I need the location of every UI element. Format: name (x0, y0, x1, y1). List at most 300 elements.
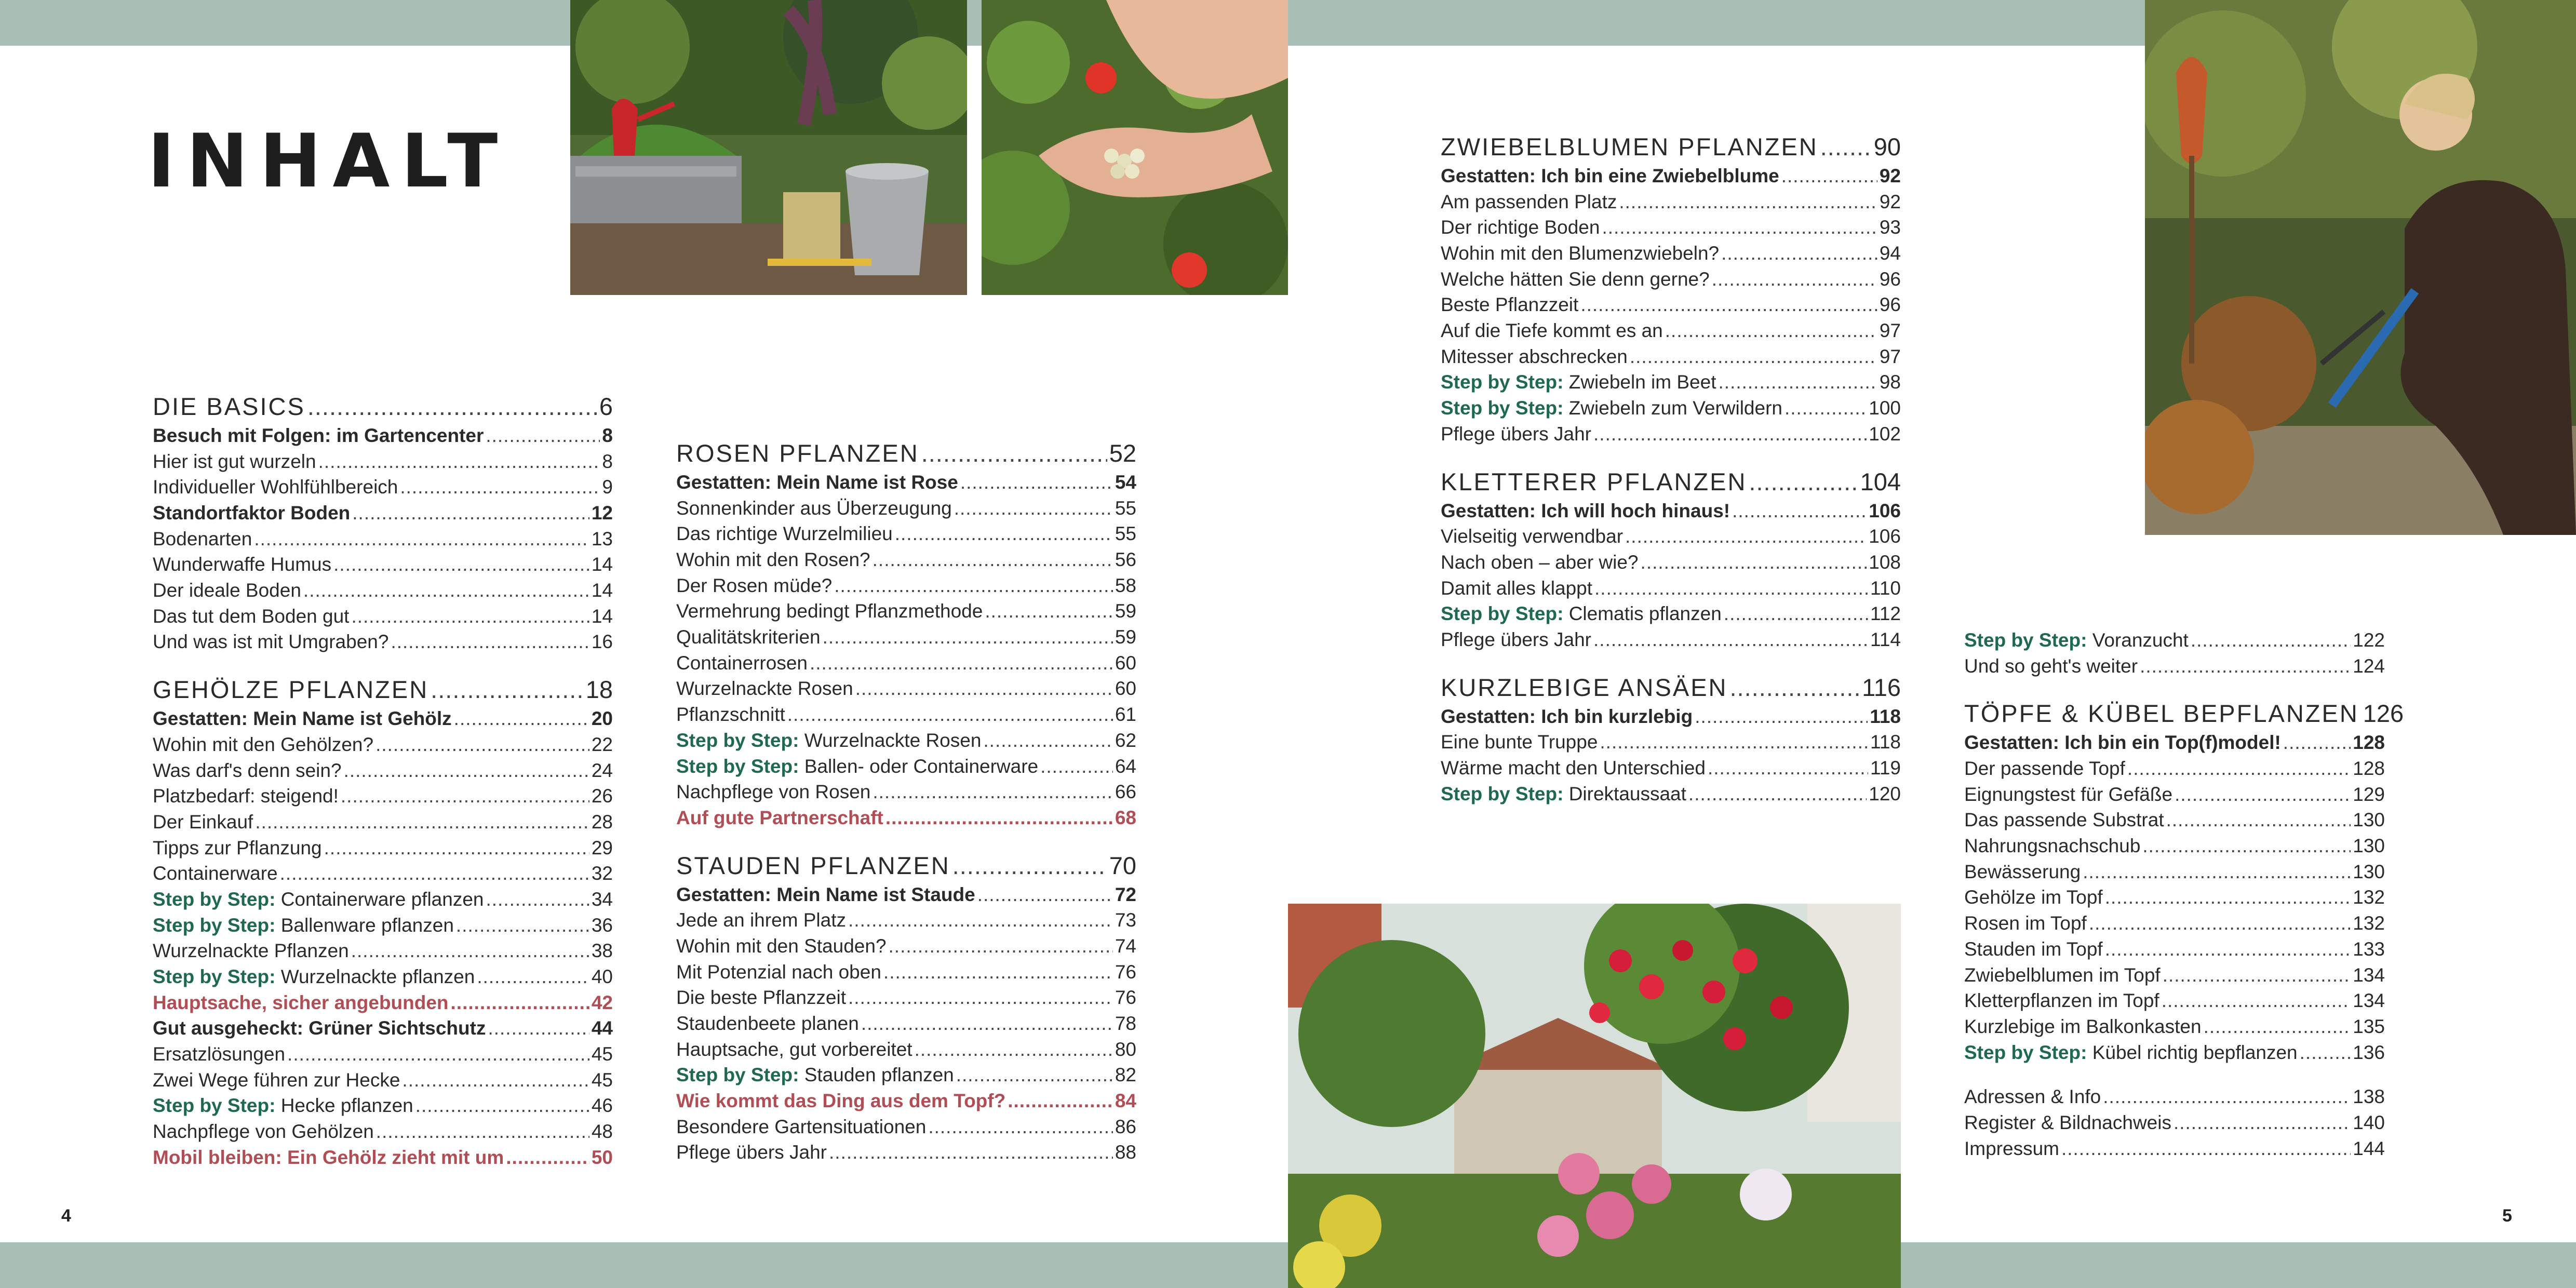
toc-page-number: 94 (1879, 243, 1901, 264)
toc-page-number: 97 (1879, 320, 1901, 342)
toc-page-number: 132 (2353, 913, 2385, 934)
toc-entry-title: Wurzelnackte Pflanzen (153, 940, 349, 962)
dot-leader (486, 423, 600, 449)
toc-entry-title: Gestatten: Ich will hoch hinaus! (1441, 500, 1730, 521)
toc-entry-title (1441, 601, 1722, 627)
toc-entry[interactable] (1964, 1014, 2385, 1040)
toc-entry[interactable] (1441, 549, 1901, 575)
dot-leader (834, 573, 1113, 599)
toc-entry-title: Pflege übers Jahr (676, 1142, 827, 1163)
toc-page-number: 12 (591, 502, 613, 524)
toc-entry[interactable] (676, 650, 1136, 676)
dot-leader (2089, 910, 2351, 936)
dot-leader (1641, 549, 1867, 575)
step-by-step-prefix: Step by Step: (1441, 397, 1564, 419)
toc-entry-title: Was darf's denn sein? (153, 759, 342, 781)
dot-leader (952, 850, 1107, 882)
toc-entry-title (153, 964, 475, 990)
step-by-step-prefix: Step by Step: (1964, 1041, 2087, 1063)
step-by-step-prefix: Step by Step: (676, 729, 799, 751)
toc-entry[interactable] (1441, 292, 1901, 318)
toc-entry-title: Wohin mit den Rosen? (676, 549, 870, 571)
toc-entry[interactable] (1964, 782, 2385, 808)
toc-entry-title: Die beste Pflanzzeit (676, 987, 847, 1009)
toc-entry[interactable] (676, 754, 1136, 780)
toc-entry[interactable] (1441, 163, 1901, 189)
toc-entry[interactable] (1441, 755, 1901, 781)
dot-leader (2105, 936, 2351, 962)
toc-page-number: 55 (1115, 523, 1136, 545)
toc-page-number: 26 (591, 785, 613, 807)
toc-entry-title: Welche hätten Sie denn gerne? (1441, 268, 1710, 290)
dot-leader (848, 907, 1113, 933)
dot-leader (2105, 884, 2351, 910)
toc-page-number: 60 (1115, 678, 1136, 700)
toc-entry[interactable] (1441, 524, 1901, 549)
toc-entry[interactable] (153, 474, 613, 500)
toc-section-heading[interactable] (153, 391, 613, 423)
toc-page-number: 118 (1870, 731, 1901, 753)
toc-entry[interactable] (676, 676, 1136, 702)
dot-leader (2166, 807, 2351, 833)
dot-leader (2127, 756, 2351, 782)
toc-entry[interactable] (676, 728, 1136, 754)
toc-entry[interactable] (153, 783, 613, 809)
dot-leader (506, 1145, 589, 1171)
dot-leader (451, 990, 589, 1016)
dot-leader (886, 805, 1113, 831)
toc-entry[interactable] (1441, 189, 1901, 215)
toc-entry[interactable] (153, 758, 613, 784)
dot-leader (2175, 782, 2351, 808)
dot-leader (1688, 781, 1867, 807)
toc-entry[interactable] (1964, 910, 2385, 936)
toc-entry[interactable] (1441, 266, 1901, 292)
toc-entry-title (676, 1062, 954, 1088)
toc-entry[interactable] (1441, 214, 1901, 240)
toc-entry-title: STAUDEN PFLANZEN (676, 851, 950, 879)
dot-leader (1593, 627, 1868, 653)
toc-entry-text: Hecke pflanzen (280, 1095, 413, 1117)
toc-entry[interactable] (153, 1119, 613, 1145)
dot-leader (2283, 730, 2351, 756)
toc-entry[interactable] (1441, 318, 1901, 344)
toc-entry[interactable] (676, 702, 1136, 728)
toc-entry[interactable] (153, 887, 613, 913)
step-by-step-prefix: Step by Step: (153, 1095, 276, 1117)
dot-leader (1708, 755, 1868, 781)
toc-entry[interactable] (1441, 575, 1901, 601)
toc-entry[interactable] (676, 959, 1136, 985)
toc-entry-title: KLETTERER PFLANZEN (1441, 467, 1747, 495)
toc-entry[interactable] (153, 861, 613, 887)
toc-entry-title: Wie kommt das Ding aus dem Topf? (676, 1090, 1006, 1112)
toc-entry-title: Mit Potenzial nach oben (676, 961, 881, 983)
toc-entry[interactable] (1964, 833, 2385, 859)
toc-entry[interactable] (1964, 730, 2385, 756)
toc-page-number: 45 (591, 1069, 613, 1091)
toc-section-heading[interactable] (153, 674, 613, 706)
dot-leader (977, 882, 1113, 908)
toc-page-number: 76 (1115, 987, 1136, 1009)
step-by-step-prefix: Step by Step: (153, 888, 276, 910)
dot-leader (787, 702, 1113, 728)
toc-entry[interactable] (153, 1067, 613, 1093)
toc-entry-title: Der Einkauf (153, 811, 253, 833)
toc-entry[interactable] (1964, 988, 2385, 1014)
toc-entry[interactable] (676, 985, 1136, 1011)
toc-entry-title: Gestatten: Ich bin ein Top(f)model! (1964, 732, 2281, 754)
toc-page-number: 134 (2353, 964, 2385, 986)
toc-section-heading[interactable] (1441, 672, 1901, 704)
dot-leader (1785, 395, 1867, 421)
toc-entry-title: Rosen im Topf (1964, 913, 2087, 934)
dot-leader (454, 706, 589, 732)
toc-page-number: 6 (599, 393, 613, 420)
toc-page-number: 78 (1115, 1013, 1136, 1035)
toc-entry-title: Zwiebelblumen im Topf (1964, 964, 2161, 986)
toc-entry[interactable] (153, 1015, 613, 1041)
dot-leader (1712, 266, 1877, 292)
toc-entry[interactable] (1441, 729, 1901, 755)
toc-section-heading[interactable] (1441, 131, 1901, 163)
toc-entry[interactable] (153, 1041, 613, 1067)
toc-entry-title: Adressen & Info (1964, 1086, 2101, 1108)
toc-entry-title: TÖPFE & KÜBEL BEPFLANZEN (1964, 700, 2359, 728)
toc-page-number: 92 (1879, 165, 1901, 186)
dot-leader (829, 1139, 1113, 1165)
toc-page-number: 92 (1879, 191, 1901, 212)
toc-entry-title (1441, 369, 1716, 395)
dot-leader (1665, 318, 1877, 344)
toc-entry-title: Hauptsache, sicher angebunden (153, 991, 449, 1013)
toc-page-number: 40 (591, 966, 613, 988)
toc-entry-title (1964, 627, 2189, 653)
toc-page-number: 60 (1115, 652, 1136, 674)
toc-entry[interactable] (1441, 781, 1901, 807)
toc-section-heading[interactable] (1964, 697, 2404, 730)
toc-page-number: 16 (591, 631, 613, 653)
page-number-right: 5 (2502, 1206, 2512, 1226)
toc-page-number: 116 (1862, 673, 1901, 701)
toc-entry[interactable] (1964, 627, 2385, 653)
toc-entry-title: Zwei Wege führen zur Hecke (153, 1069, 400, 1091)
toc-entry[interactable] (153, 500, 613, 526)
toc-page-number: 110 (1870, 577, 1901, 599)
toc-entry-title (676, 754, 1038, 780)
toc-entry[interactable] (1964, 962, 2385, 988)
toc-entry-title: Wohin mit den Gehölzen? (153, 733, 374, 755)
toc-page-number: 36 (591, 914, 613, 936)
toc-entry[interactable] (153, 526, 613, 552)
toc-page-number: 8 (602, 450, 613, 472)
dot-leader (2162, 988, 2351, 1014)
toc-page-number: 86 (1115, 1116, 1136, 1137)
step-by-step-prefix: Step by Step: (1964, 629, 2087, 651)
toc-entry[interactable] (1964, 885, 2385, 911)
dot-leader (351, 603, 589, 629)
toc-entry-title: Tipps zur Pflanzung (153, 837, 322, 858)
toc-entry[interactable] (153, 732, 613, 758)
dot-leader (486, 887, 589, 913)
toc-column-4 (1964, 627, 2404, 1161)
dot-leader (823, 624, 1113, 650)
dot-leader (477, 964, 589, 990)
dot-leader (488, 1015, 589, 1041)
toc-entry[interactable] (676, 1140, 1136, 1166)
toc-entry[interactable] (1441, 704, 1901, 730)
toc-page-number: 114 (1870, 628, 1901, 650)
dot-leader (855, 676, 1113, 702)
toc-entry-title: Impressum (1964, 1137, 2059, 1159)
toc-page-number: 130 (2353, 835, 2385, 857)
toc-page-number: 14 (591, 554, 613, 575)
toc-page-number: 64 (1115, 755, 1136, 777)
toc-entry-title: Nahrungsnachschub (1964, 835, 2141, 857)
toc-entry[interactable] (676, 547, 1136, 573)
page-number-left: 4 (61, 1206, 71, 1226)
dot-leader (1040, 754, 1113, 780)
toc-entry[interactable] (1441, 601, 1901, 627)
toc-entry[interactable] (676, 624, 1136, 650)
toc-entry[interactable] (153, 809, 613, 835)
toc-entry-title: Eignungstest für Gefäße (1964, 783, 2173, 805)
toc-entry-text: Voranzucht (2092, 629, 2189, 651)
toc-entry[interactable] (676, 1114, 1136, 1140)
toc-entry-title: Sonnenkinder aus Überzeugung (676, 497, 952, 519)
photo-flower-garden (1288, 904, 1901, 1288)
toc-entry-title: Mitesser abschrecken (1441, 345, 1628, 367)
toc-entry[interactable] (1964, 1110, 2385, 1136)
toc-entry-title: Bodenarten (153, 528, 252, 549)
toc-entry[interactable] (153, 835, 613, 861)
toc-section-heading[interactable] (1441, 466, 1901, 498)
dot-leader (1781, 163, 1877, 189)
toc-entry[interactable] (153, 990, 613, 1016)
toc-entry-title: Nach oben – aber wie? (1441, 551, 1639, 573)
dot-leader (402, 1067, 589, 1093)
toc-page-number: 73 (1115, 909, 1136, 931)
toc-page-number: 135 (2353, 1015, 2385, 1037)
toc-entry[interactable] (1964, 653, 2385, 679)
toc-section-heading[interactable] (676, 437, 1136, 469)
dot-leader (376, 1119, 589, 1145)
toc-entry[interactable] (676, 882, 1136, 908)
toc-entry-title: Das richtige Wurzelmilieu (676, 523, 893, 545)
toc-page-number: 56 (1115, 549, 1136, 571)
toc-page-number: 130 (2353, 861, 2385, 882)
dot-leader (1594, 575, 1868, 601)
toc-entry-title: Individueller Wohlfühlbereich (153, 476, 398, 498)
dot-leader (1732, 498, 1867, 524)
toc-entry-title: Pflege übers Jahr (1441, 423, 1592, 445)
dot-leader (956, 1062, 1113, 1088)
toc-entry-title: Pflanzschnitt (676, 704, 785, 726)
toc-entry-title: ZWIEBELBLUMEN PFLANZEN (1441, 133, 1818, 160)
toc-entry[interactable] (676, 779, 1136, 805)
toc-entry-text: Zwiebeln im Beet (1568, 371, 1716, 393)
dot-leader (2191, 627, 2351, 653)
toc-entry[interactable] (1441, 498, 1901, 524)
toc-page-number: 90 (1873, 133, 1901, 160)
toc-entry[interactable] (1964, 1040, 2385, 1066)
toc-page-number: 118 (1870, 705, 1901, 727)
toc-entry-title: Wurzelnackte Rosen (676, 678, 853, 700)
toc-column-3 (1441, 131, 1901, 807)
toc-page-number: 42 (591, 991, 613, 1013)
toc-page-number: 136 (2353, 1041, 2385, 1063)
dot-leader (883, 959, 1113, 985)
dot-leader (1600, 729, 1868, 755)
toc-entry[interactable] (1964, 1084, 2385, 1110)
toc-page-number: 104 (1860, 467, 1901, 495)
toc-entry-title (676, 728, 981, 754)
toc-entry[interactable] (153, 552, 613, 578)
toc-entry-title: Gestatten: Mein Name ist Rose (676, 471, 958, 493)
toc-entry[interactable] (676, 495, 1136, 521)
dot-leader (2142, 833, 2351, 859)
toc-entry[interactable] (676, 1088, 1136, 1114)
toc-entry-title: Ersatzlösungen (153, 1043, 286, 1065)
toc-entry[interactable] (676, 907, 1136, 933)
toc-page-number: 138 (2353, 1086, 2385, 1108)
dot-leader (1724, 601, 1868, 627)
toc-page-number: 34 (591, 888, 613, 910)
toc-entry-title: Register & Bildnachweis (1964, 1111, 2171, 1133)
toc-page-number: 144 (2353, 1137, 2385, 1159)
toc-entry-title: Das passende Substrat (1964, 809, 2164, 831)
toc-entry[interactable] (153, 578, 613, 603)
toc-page-number: 55 (1115, 497, 1136, 519)
toc-page-number: 80 (1115, 1038, 1136, 1060)
toc-entry-title (1441, 781, 1686, 807)
toc-entry[interactable] (676, 1011, 1136, 1037)
toc-page-number: 140 (2353, 1111, 2385, 1133)
toc-entry[interactable] (1441, 627, 1901, 653)
toc-entry-title: Gestatten: Mein Name ist Staude (676, 883, 975, 905)
dot-leader (873, 547, 1113, 573)
toc-entry[interactable] (676, 1062, 1136, 1088)
toc-page-number: 54 (1115, 471, 1136, 493)
dot-leader (280, 861, 589, 887)
toc-entry[interactable] (676, 933, 1136, 959)
toc-entry[interactable] (1964, 1136, 2385, 1162)
toc-entry-title: Stauden im Topf (1964, 938, 2103, 960)
dot-leader (895, 521, 1113, 547)
toc-entry[interactable] (1441, 344, 1901, 370)
step-by-step-prefix: Step by Step: (676, 1064, 799, 1086)
toc-entry-title: Wohin mit den Blumenzwiebeln? (1441, 243, 1720, 264)
toc-entry[interactable] (1441, 240, 1901, 266)
toc-entry[interactable] (676, 1037, 1136, 1063)
toc-entry-title: Der ideale Boden (153, 580, 301, 601)
toc-entry[interactable] (1441, 395, 1901, 421)
dot-leader (352, 500, 589, 526)
dot-leader (324, 835, 589, 861)
toc-entry-title: Nachpflege von Gehölzen (153, 1121, 374, 1143)
step-by-step-prefix: Step by Step: (676, 755, 799, 777)
toc-page-number: 46 (591, 1095, 613, 1117)
toc-entry-title: Gestatten: Ich bin kurzlebig (1441, 705, 1693, 727)
dot-leader (1619, 189, 1877, 215)
toc-entry-title: ROSEN PFLANZEN (676, 439, 919, 467)
page-title: INHALT (147, 118, 509, 204)
toc-page-number: 61 (1115, 704, 1136, 726)
toc-page-number: 93 (1879, 217, 1901, 238)
toc-page-number: 62 (1115, 729, 1136, 751)
toc-entry[interactable] (153, 603, 613, 629)
toc-page-number: 68 (1115, 807, 1136, 828)
dot-leader (344, 758, 589, 784)
step-by-step-prefix: Step by Step: (1441, 783, 1564, 804)
toc-entry[interactable] (676, 805, 1136, 831)
toc-entry-title: Wunderwaffe Humus (153, 554, 332, 575)
toc-entry-title: GEHÖLZE PFLANZEN (153, 676, 429, 704)
toc-section-heading[interactable] (676, 850, 1136, 882)
dot-leader (2174, 1110, 2351, 1136)
toc-page-number: 18 (585, 676, 613, 704)
toc-entry-title: Kletterpflanzen im Topf (1964, 990, 2159, 1012)
dot-leader (2204, 1014, 2351, 1040)
toc-page-number: 45 (591, 1043, 613, 1065)
dot-leader (1593, 421, 1867, 447)
toc-entry[interactable] (153, 1093, 613, 1119)
toc-entry[interactable] (1964, 807, 2385, 833)
toc-entry[interactable] (153, 423, 613, 449)
toc-entry[interactable] (153, 1145, 613, 1171)
dot-leader (2103, 1084, 2351, 1110)
toc-entry[interactable] (676, 469, 1136, 495)
toc-entry[interactable] (676, 573, 1136, 599)
toc-entry[interactable] (153, 706, 613, 732)
toc-entry[interactable] (1441, 370, 1901, 396)
toc-page-number: 102 (1869, 423, 1901, 445)
toc-page-number: 24 (591, 759, 613, 781)
toc-entry-text: Ballen- oder Containerware (804, 755, 1039, 777)
toc-entry[interactable] (153, 629, 613, 655)
toc-entry-title: Am passenden Platz (1441, 191, 1617, 212)
toc-entry[interactable] (1964, 859, 2385, 885)
toc-entry-text: Ballenware pflanzen (280, 914, 454, 936)
dot-leader (921, 437, 1107, 469)
toc-entry[interactable] (676, 521, 1136, 547)
dot-leader (2140, 653, 2351, 679)
toc-entry-text: Direktaussaat (1568, 783, 1686, 804)
toc-page-number: 50 (591, 1146, 613, 1168)
toc-page-number: 126 (2363, 700, 2404, 728)
dot-leader (954, 495, 1113, 521)
toc-page-number: 20 (591, 708, 613, 730)
toc-entry[interactable] (153, 913, 613, 938)
toc-entry[interactable] (676, 598, 1136, 624)
toc-entry-title (1441, 395, 1782, 421)
toc-entry[interactable] (153, 449, 613, 475)
toc-page-number: 96 (1879, 294, 1901, 316)
toc-entry[interactable] (1964, 756, 2385, 782)
toc-entry[interactable] (1441, 421, 1901, 447)
toc-page-number: 133 (2353, 938, 2385, 960)
dot-leader (1820, 131, 1872, 163)
toc-entry[interactable] (1964, 936, 2385, 962)
toc-entry[interactable] (153, 964, 613, 990)
toc-page-number: 112 (1870, 603, 1901, 625)
toc-entry-title: Kurzlebige im Balkonkasten (1964, 1015, 2202, 1037)
toc-entry[interactable] (153, 938, 613, 964)
toc-entry-title: Containerrosen (676, 652, 808, 674)
toc-entry-title: Hauptsache, gut vorbereitet (676, 1038, 913, 1060)
dot-leader (303, 578, 589, 603)
toc-page-number: 97 (1879, 345, 1901, 367)
